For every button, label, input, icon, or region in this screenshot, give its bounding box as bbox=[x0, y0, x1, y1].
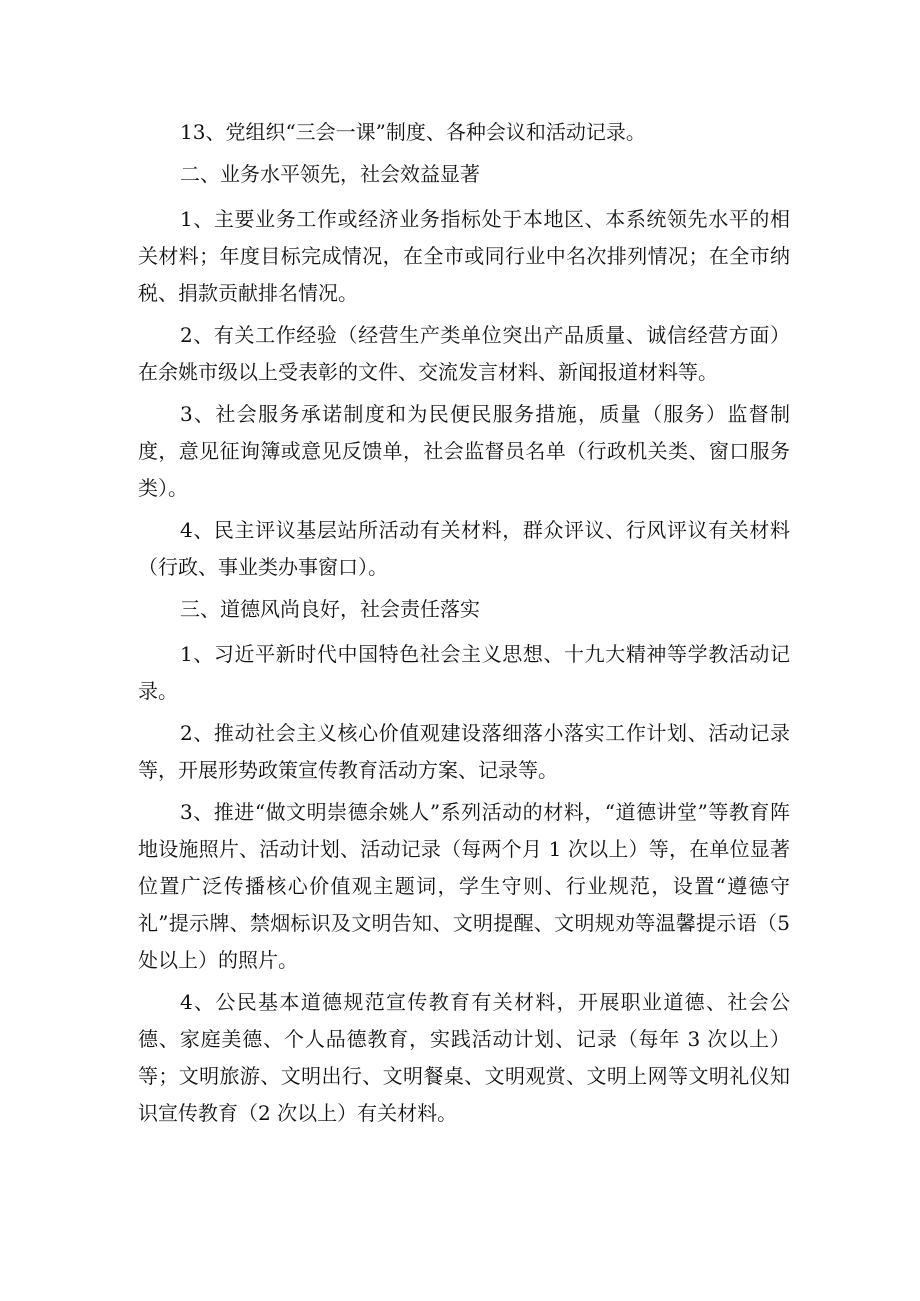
section-heading-three: 三、道德风尚良好，社会责任落实 bbox=[180, 597, 480, 621]
item-1-business-indicators: 1、主要业务工作或经济业务指标处于本地区、本系统领先水平的相关材料；年度目标完成情况，在全市或同行业中名次排列情况；在全市纳税、捐款贡献排名情况。 bbox=[138, 207, 790, 305]
item-2-core-values: 2、推动社会主义核心价值观建设落细落小落实工作计划、活动记录等，开展形势政策宣传教育活动方案、记录等。 bbox=[138, 721, 790, 782]
item-3-service-commitment: 3、社会服务承诺制度和为民便民服务措施，质量（服务）监督制度，意见征询簿或意见反馈单，社会监督员名单（行政机关类、窗口服务类）。 bbox=[138, 402, 790, 500]
item-2-work-experience: 2、有关工作经验（经营生产类单位突出产品质量、诚信经营方面）在余姚市级以上受表彰的文件、交流发言材料、新闻报道材料等。 bbox=[138, 323, 790, 384]
item-4-moral-education: 4、公民基本道德规范宣传教育有关材料，开展职业道德、社会公德、家庭美德、个人品德教育，实践活动计划、记录（每年 3 次以上）等；文明旅游、文明出行、文明餐桌、文明观赏、文明上网等文明礼仪知识宣传教育（2 次以上）有关材料。 bbox=[138, 990, 790, 1125]
item-1-study-activities: 1、习近平新时代中国特色社会主义思想、十九大精神等学教活动记录。 bbox=[138, 642, 790, 703]
item-3-civilized-activities: 3、推进“做文明崇德余姚人”系列活动的材料，“道德讲堂”等教育阵地设施照片、活动计划、活动记录（每两个月 1 次以上）等，在单位显著位置广泛传播核心价值观主题词，学生守则、行业规范，设置“遵德守礼”提示牌、禁烟标识及文明告知、文明提醒、文明规劝等温馨提示语（5 处以上）的照片。 bbox=[138, 800, 790, 972]
item-13-party-meetings: 13、党组织“三会一课”制度、各种会议和活动记录。 bbox=[180, 120, 646, 144]
section-heading-two: 二、业务水平领先，社会效益显著 bbox=[180, 162, 480, 186]
item-4-democratic-review: 4、民主评议基层站所活动有关材料，群众评议、行风评议有关材料（行政、事业类办事窗口）。 bbox=[138, 518, 790, 579]
